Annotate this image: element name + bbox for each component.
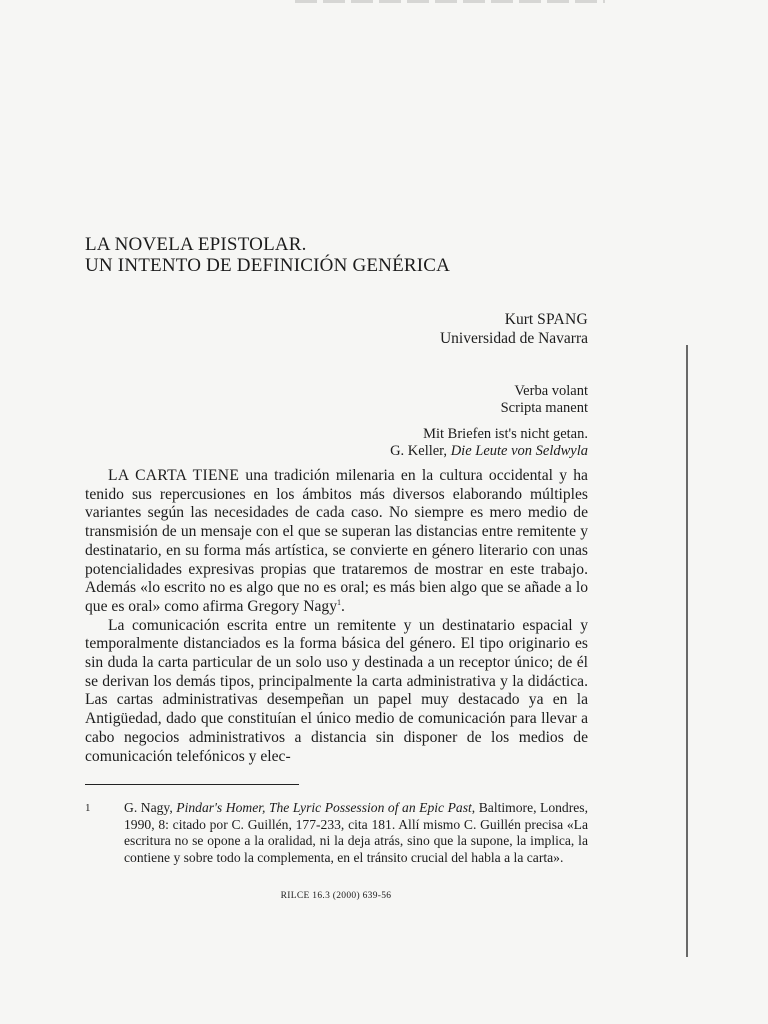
footnote-cited-title: Pindar's Homer, The Lyric Possession of an Epic Past	[176, 800, 472, 815]
epigraph-line: Verba volant	[514, 383, 588, 399]
footnote	[85, 800, 588, 866]
epigraph-latin	[501, 383, 588, 417]
footnote-number: 1	[85, 802, 91, 814]
author-affiliation: Universidad de Navarra	[439, 330, 588, 347]
title-line-1: LA NOVELA EPISTOLAR.	[85, 234, 307, 255]
article-title	[85, 234, 450, 276]
paragraph-1: LA CARTA TIENE una tradición milenaria en la cultura occidental y ha tenido sus repercusiones en los ámbitos más diversos elaborando múltiples variantes según las necesidades de cada caso. No siempre es mero medio de transmisión de un mensaje con el que se superan las distancias entre remitente y destinatario, en su forma más artística, se convierte en género literario con unas potencialidades expresivas propias que trataremos de mostrar en este trabajo. Además «lo escrito no es algo que no es oral; es más bien algo que se añade a lo que es oral» como afirma Gregory Nagy$^1$.	[85, 467, 588, 615]
author-name: Kurt SPANG	[504, 311, 588, 328]
epigraph-quote: Mit Briefen ist's nicht getan.	[423, 426, 588, 442]
epigraph-german	[390, 426, 588, 460]
footnote-divider	[85, 784, 299, 785]
epigraph-line: Scripta manent	[500, 400, 588, 416]
scan-edge-line	[686, 345, 688, 957]
paragraph-2: La comunicación escrita entre un remitente y un destinatario espacial y temporalmente distanciados es la forma básica del género. El tipo originario es sin duda la carta particular de un solo uso y destinada a un receptor único; de él se derivan los demás tipos, principalmente la carta administrativa y la didáctica. Las cartas administrativas desempeñan un papel muy destacado ya en la Antigüedad, dado que constituían el único medio de comunicación para llevar a cabo negocios administrativos a distancia sin disponer de los medios de comunicación telefónicos y elec-	[85, 616, 588, 765]
opening-small-caps: LA CARTA TIENE	[108, 467, 240, 484]
author-block	[440, 310, 588, 348]
title-line-2: UN INTENTO DE DEFINICIÓN GENÉRICA	[85, 255, 451, 276]
journal-reference: RILCE 16.3 (2000) 639-56	[280, 891, 392, 901]
epigraph-attribution: G. Keller, Die Leute von Seldwyla	[390, 443, 588, 459]
article-body	[85, 467, 588, 766]
scan-artifact-top	[295, 0, 605, 3]
footnote-marker[interactable]: 1	[337, 597, 342, 607]
epigraph-work-title: Die Leute von Seldwyla	[450, 443, 588, 459]
footnote-text: G. Nagy, Pindar's Homer, The Lyric Possession of an Epic Past, Baltimore, Londres, 1990, 8: citado por C. Guillén, 177-233, cita 181. Allí mismo C. Guillén precisa «La escritura no se opone a la oralidad, ni la deja atrás, sino que la supone, la implica, la contiene y sobre todo la complementa, en el tránsito crucial del habla a la carta».	[124, 800, 588, 865]
